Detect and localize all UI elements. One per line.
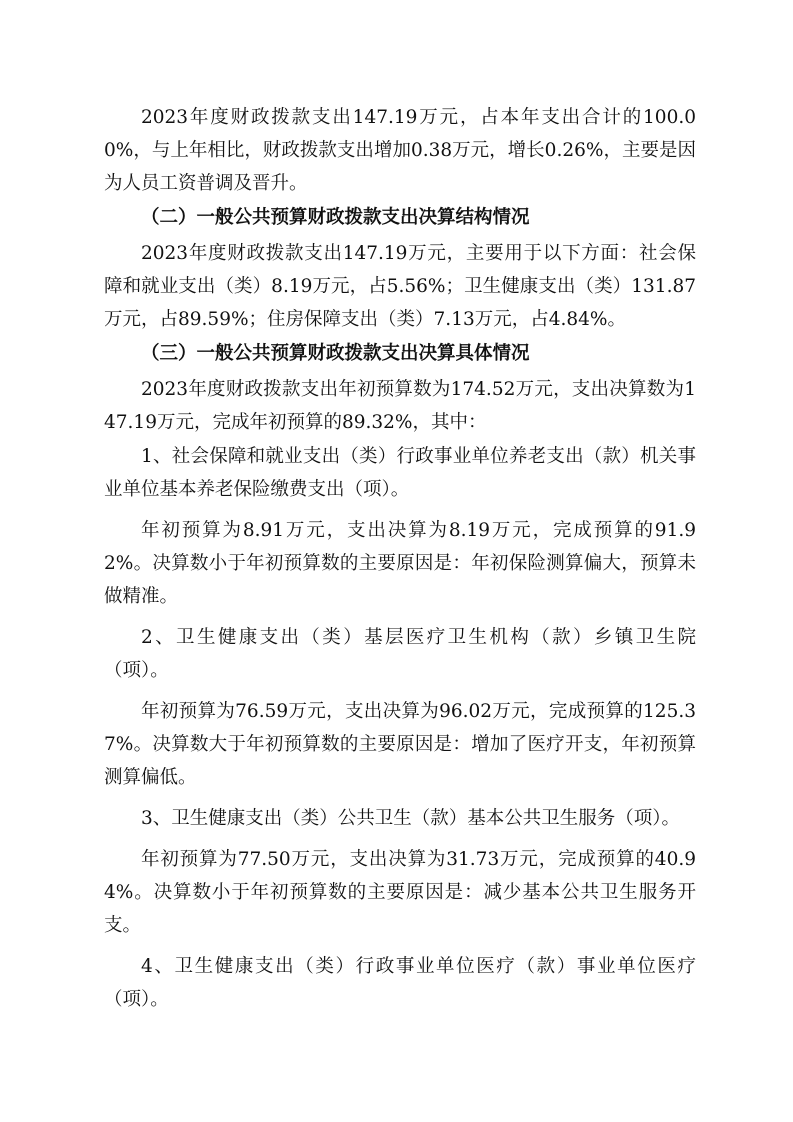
paragraph-financial-appropriation-summary: 2023年度财政拨款支出147.19万元，占本年支出合计的100.00%，与上年相比，财政拨款支出增加0.38万元，增长0.26%，主要是因为人员工资普调及晋升。 [104, 107, 696, 194]
item-3-public-health-title: 3、卫生健康支出（类）公共卫生（款）基本公共卫生服务（项）。 [141, 808, 681, 829]
section-heading-expenditure-details: （三）一般公共预算财政拨款支出决算具体情况 [141, 343, 530, 364]
item-1-social-security-detail: 年初预算为8.91万元，支出决算为8.19万元，完成预算的91.92%。决算数小于年初预算数的主要原因是：年初保险测算偏大，预算未做精准。 [104, 520, 696, 607]
section-heading-expenditure-structure: （二）一般公共预算财政拨款支出决算结构情况 [141, 207, 530, 228]
item-1-social-security-title: 1、社会保障和就业支出（类）行政事业单位养老支出（款）机关事业单位基本养老保险缴费支出（项）。 [104, 446, 696, 500]
item-2-township-hospital-detail: 年初预算为76.59万元，支出决算为96.02万元，完成预算的125.37%。决算数大于年初预算数的主要原因是：增加了医疗开支，年初预算测算偏低。 [104, 701, 696, 788]
document-body [104, 101, 696, 1017]
paragraph-budget-completion: 2023年度财政拨款支出年初预算数为174.52万元，支出决算数为147.19万元，完成年初预算的89.32%，其中： [104, 379, 696, 433]
item-3-public-health-detail: 年初预算为77.50万元，支出决算为31.73万元，完成预算的40.94%。决算数小于年初预算数的主要原因是：减少基本公共卫生服务开支。 [104, 849, 696, 936]
item-2-township-hospital-title: 2、卫生健康支出（类）基层医疗卫生机构（款）乡镇卫生院（项）。 [104, 627, 696, 681]
item-4-institution-medical-title: 4、卫生健康支出（类）行政事业单位医疗（款）事业单位医疗（项）。 [104, 956, 696, 1010]
paragraph-expenditure-structure: 2023年度财政拨款支出147.19万元，主要用于以下方面：社会保障和就业支出（类）8.19万元，占5.56%；卫生健康支出（类）131.87万元，占89.59%；住房保障支出（类）7.13万元，占4.84%。 [104, 243, 696, 330]
